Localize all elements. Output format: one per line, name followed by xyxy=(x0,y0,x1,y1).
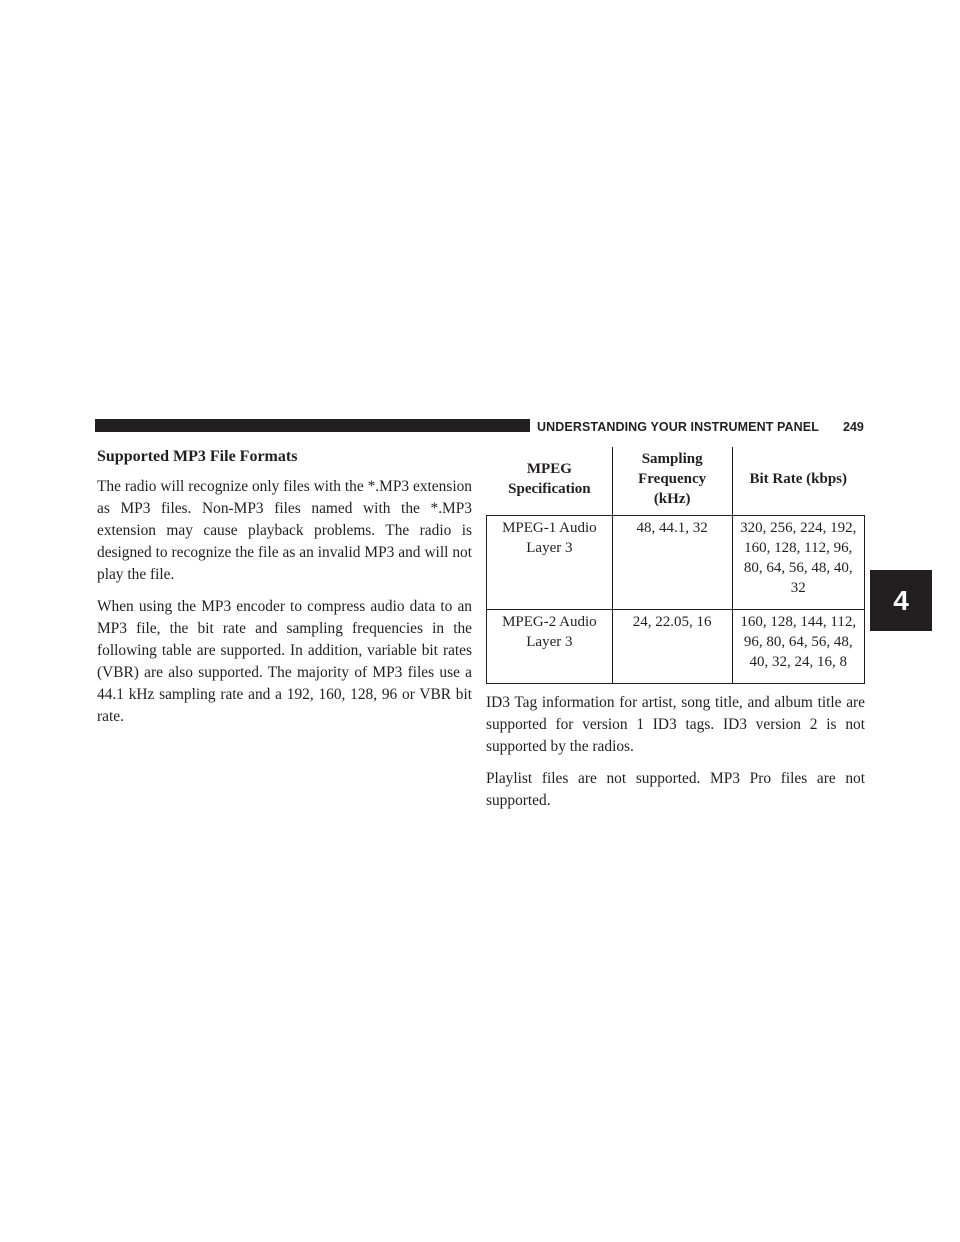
paragraph-playlist: Playlist files are not supported. MP3 Pro files are not supported. xyxy=(486,770,865,809)
left-column xyxy=(97,447,472,738)
paragraph-file-extension: The radio will recognize only files with the *.MP3 extension as MP3 files. Non-MP3 files named with the *.MP3 extension may cause playback problems. The radio is designed to recognize the file as an invalid MP3 and will not play the file. xyxy=(97,478,472,583)
paragraph-encoder-rates: When using the MP3 encoder to compress audio data to an MP3 file, the bit rate and sampling frequencies in the following table are supported. In addition, variable bit rates (VBR) are also supported. The majority of MP3 files use a 44.1 kHz sampling rate and a 192, 160, 128, 96 or VBR bit rate. xyxy=(97,598,472,725)
right-column xyxy=(486,447,865,822)
mp3-formats-table xyxy=(486,447,865,684)
column-header-mpeg-spec: MPEG Specification xyxy=(487,447,613,516)
chapter-tab: 4 xyxy=(870,570,932,631)
table-header-row xyxy=(487,447,865,516)
section-heading: Supported MP3 File Formats xyxy=(97,448,298,465)
page-number: 249 xyxy=(843,420,864,434)
table-cell-bitrate: 320, 256, 224, 192, 160, 128, 112, 96, 80, 64, 56, 48, 40, 32 xyxy=(732,516,864,610)
column-header-sampling-frequency: Sampling Frequency (kHz) xyxy=(612,447,732,516)
table-cell-spec: MPEG-2 Audio Layer 3 xyxy=(487,610,613,684)
table-row xyxy=(487,610,865,684)
header-rule xyxy=(95,419,530,432)
running-header-title: UNDERSTANDING YOUR INSTRUMENT PANEL xyxy=(537,420,819,434)
table-cell-sampling: 24, 22.05, 16 xyxy=(612,610,732,684)
table-cell-spec: MPEG-1 Audio Layer 3 xyxy=(487,516,613,610)
table-cell-bitrate: 160, 128, 144, 112, 96, 80, 64, 56, 48, 40, 32, 24, 16, 8 xyxy=(732,610,864,684)
paragraph-id3-tags: ID3 Tag information for artist, song title, and album title are supported for version 1 ID3 tags. ID3 version 2 is not supported by the radios. xyxy=(486,694,865,755)
table-cell-sampling: 48, 44.1, 32 xyxy=(612,516,732,610)
column-header-bit-rate: Bit Rate (kbps) xyxy=(732,447,864,516)
table-row xyxy=(487,516,865,610)
